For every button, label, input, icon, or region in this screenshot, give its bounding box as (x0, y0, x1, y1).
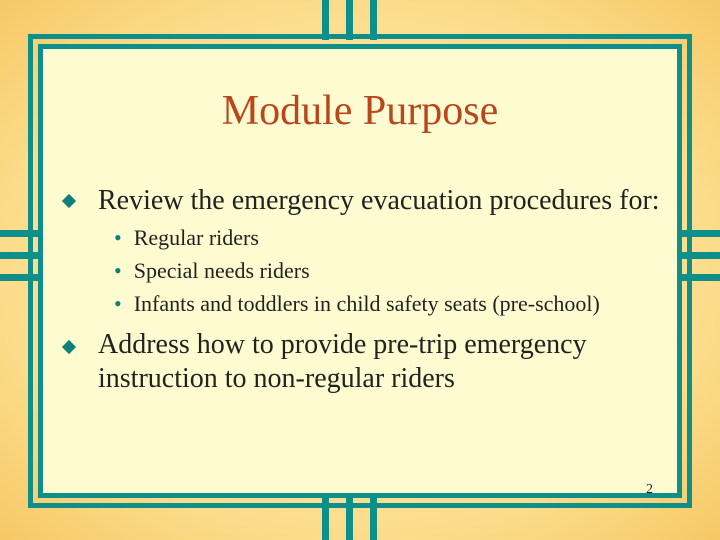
page-number: 2 (646, 482, 653, 497)
right-bar-3 (680, 274, 720, 281)
top-bar-2 (346, 0, 353, 40)
bottom-bar-3 (370, 498, 377, 540)
bottom-bar-2 (346, 498, 353, 540)
left-bar-3 (0, 274, 40, 281)
sub-bullet-text: Regular riders (133, 225, 259, 250)
sub-bullet (114, 224, 259, 252)
bullet-text: Address how to provide pre-trip emergency (98, 329, 587, 360)
sub-bullet-text: Infants and toddlers in child safety seats (pre-school) (133, 291, 600, 316)
bullet-text: Review the emergency evacuation procedures for: (98, 185, 660, 216)
sub-bullet-text: Special needs riders (133, 258, 310, 283)
sub-bullet (114, 257, 310, 285)
bottom-bar-1 (322, 498, 329, 540)
bullet-text-continuation: instruction to non-regular riders (98, 363, 455, 394)
left-bar-1 (0, 230, 40, 237)
right-bar-2 (680, 252, 720, 259)
top-bar-1 (322, 0, 329, 40)
slide-title: Module Purpose (221, 88, 499, 134)
top-bar-3 (370, 0, 377, 40)
sub-bullet-dot-icon: • (114, 258, 122, 283)
sub-bullet-dot-icon: • (114, 291, 122, 316)
sub-bullet-dot-icon: • (114, 225, 122, 250)
left-bar-2 (0, 252, 40, 259)
sub-bullet (114, 290, 600, 318)
right-bar-1 (680, 230, 720, 237)
